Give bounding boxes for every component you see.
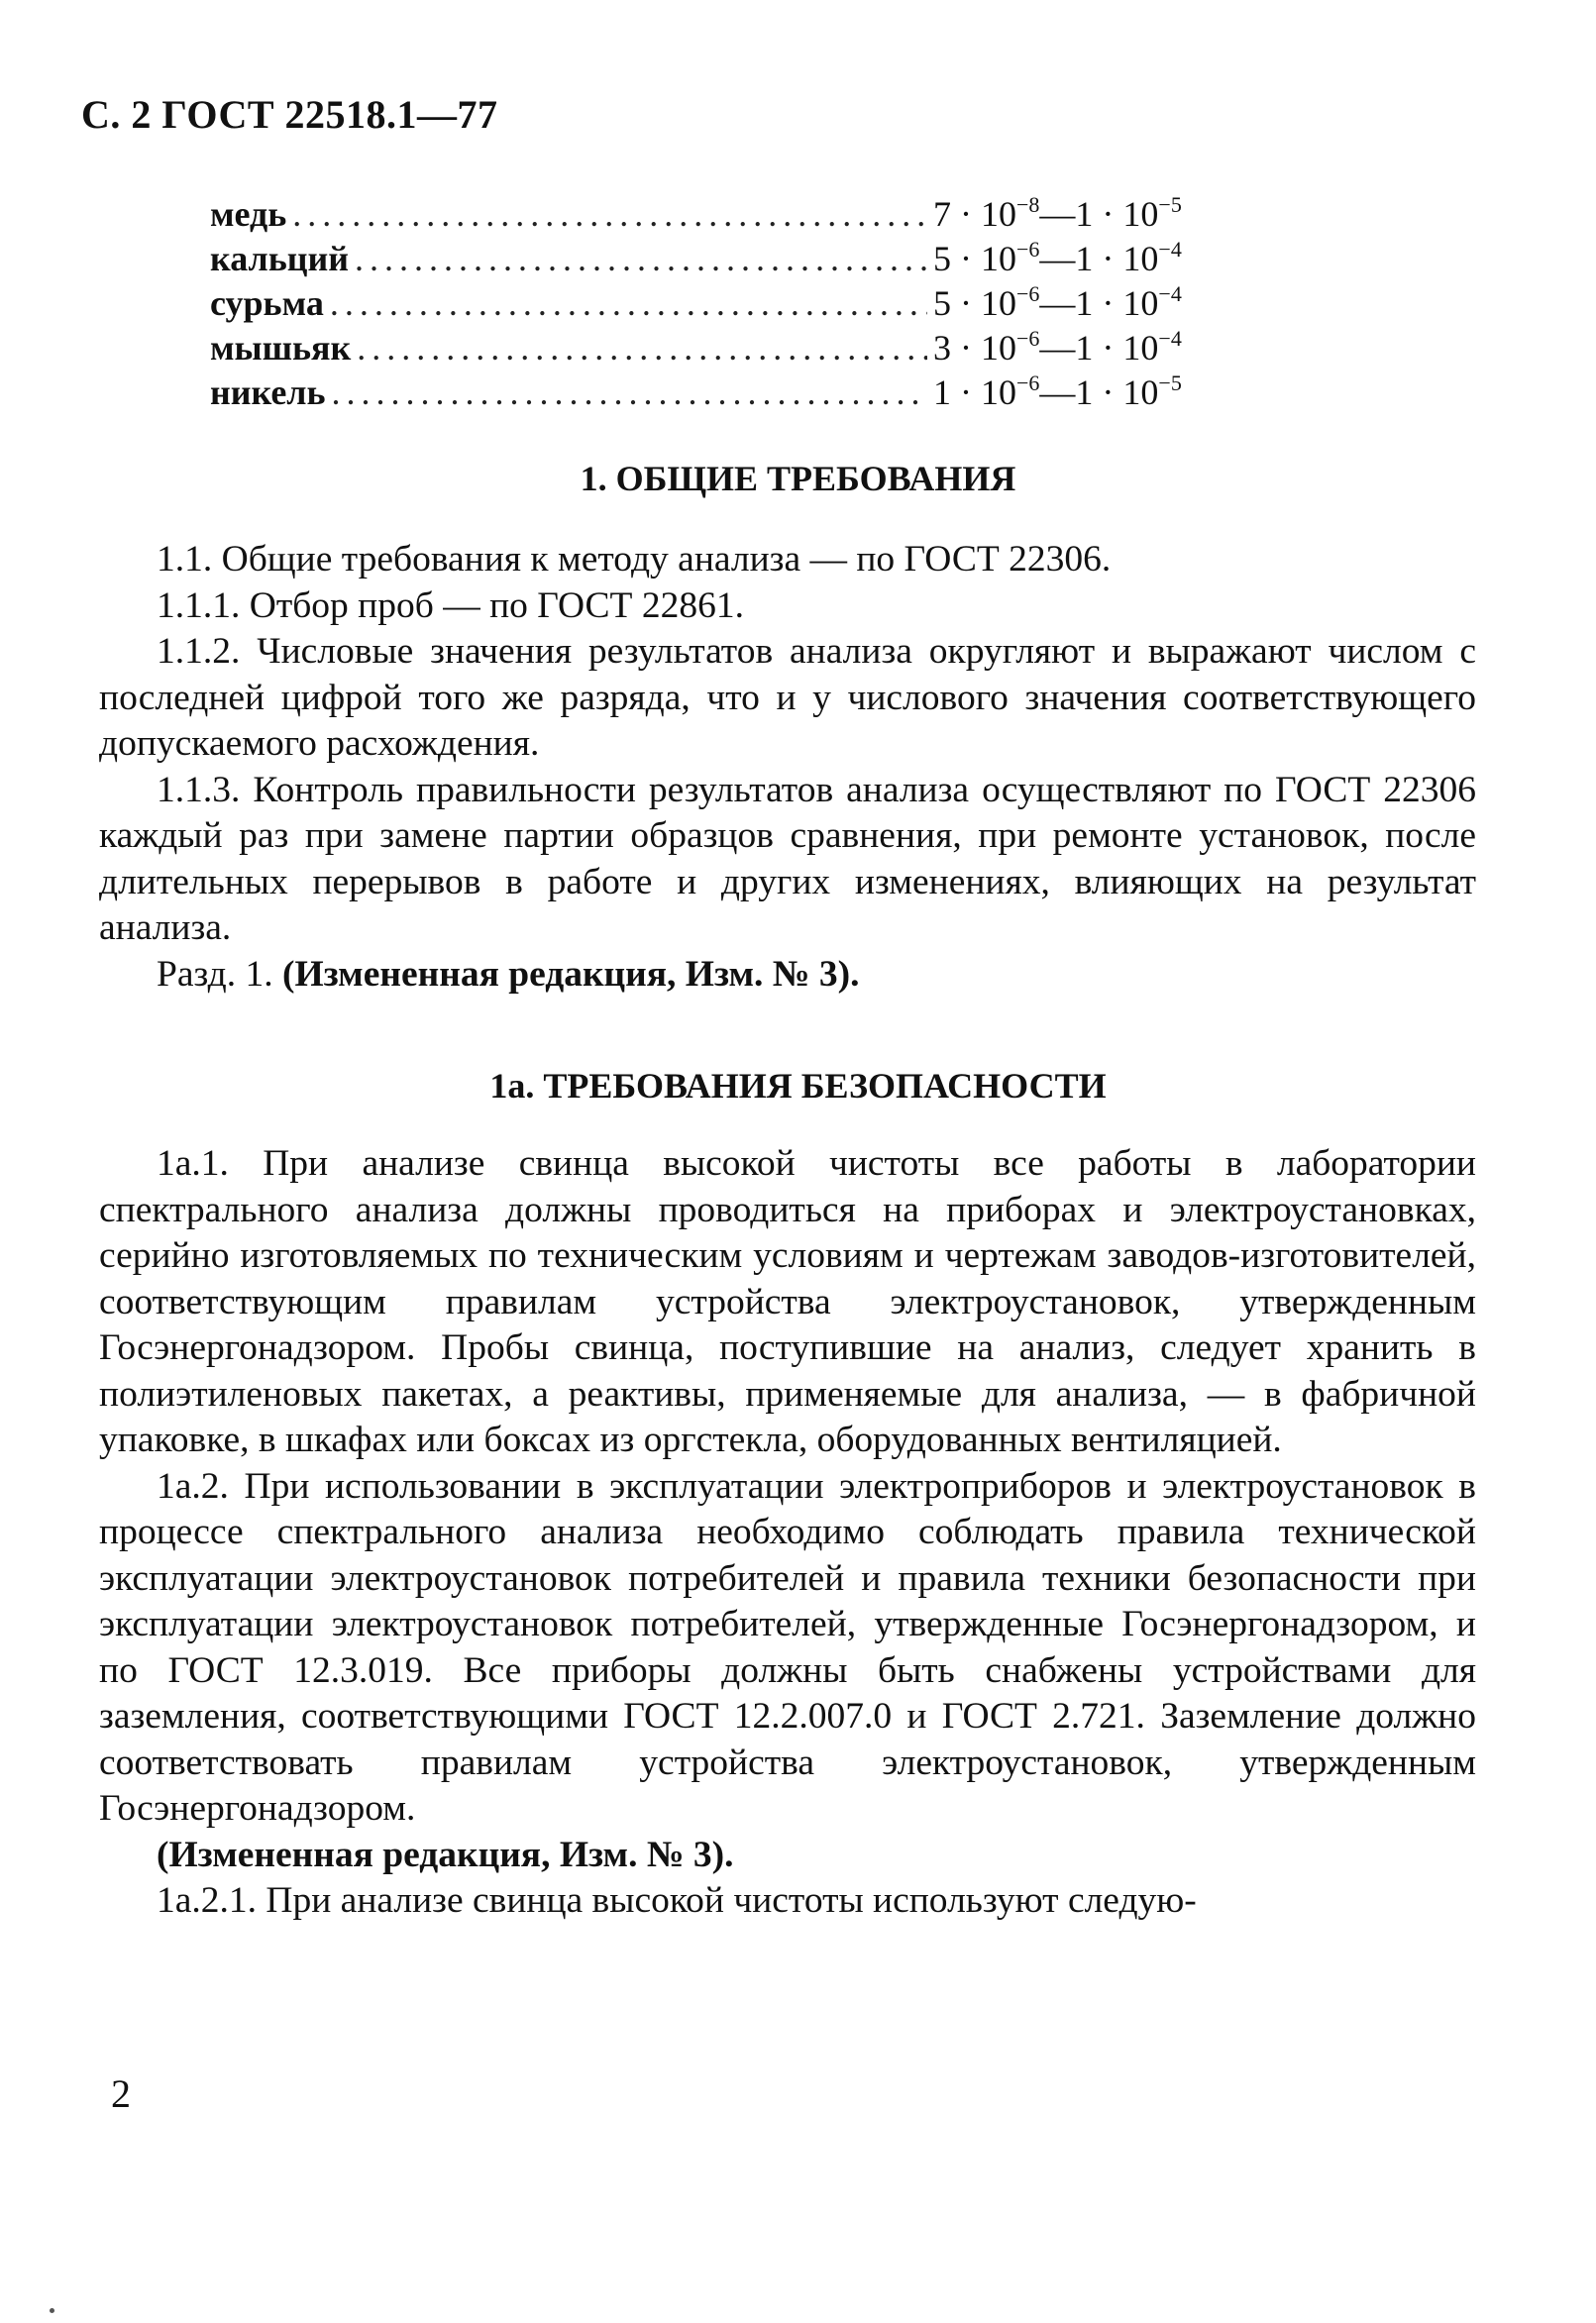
page-number: 2	[111, 2071, 131, 2116]
range-low-base: 7 · 10	[933, 194, 1016, 234]
page-header: С. 2 ГОСТ 22518.1—77	[81, 92, 498, 137]
paragraph-1a-2: 1а.2. При использовании в эксплуатации электроприборов и электроустановок в процессе спектрального анализа необходимо соблюдать правила технической эксплуатации электроустановок потребителей и правила техники безопасности при эксплуатации электроустановок потребителей, утвержденные Госэнергонадзором, и по ГОСТ 12.3.019. Все приборы должны быть снабжены устройствами для заземления, соответствующими ГОСТ 12.2.007.0 и ГОСТ 2.721. Заземление должно соответствовать правилам устройства электроустановок, утвержденным Госэнергонадзором.	[99, 1465, 1476, 1829]
element-range	[933, 238, 1230, 279]
element-row	[210, 238, 1230, 282]
range-high-base: —1 · 10	[1039, 372, 1159, 412]
change-note-prefix: Разд. 1.	[157, 953, 282, 995]
range-low-base: 1 · 10	[933, 372, 1016, 412]
element-name: сурьма	[210, 283, 324, 323]
element-range	[933, 282, 1230, 324]
range-high-exponent: −4	[1158, 281, 1182, 306]
paragraph-1a-2-change-note: (Измененная редакция, Изм. № 3).	[157, 1834, 734, 1875]
range-low-exponent: −6	[1016, 370, 1040, 395]
element-row	[210, 327, 1230, 371]
dot-leader	[292, 193, 927, 235]
element-name: никель	[210, 372, 326, 412]
paragraph-1a-1: 1а.1. При анализе свинца высокой чистоты все работы в лаборатории спектрального анализа должны проводиться на приборах и электроустановках, серийно изготовляемых по техническим условиям и чертежам заводов-изготовителей, соответствующим правилам устройства электроустановок, утвержденным Госэнергонадзором. Пробы свинца, поступившие на анализ, следует хранить в полиэтиленовых пакетах, а реактивы, применяемые для анализа, — в фабричной упаковке, в шкафах или боксах из оргстекла, оборудованных вентиляцией.	[99, 1143, 1476, 1460]
range-low-base: 5 · 10	[933, 239, 1016, 278]
element-row	[210, 371, 1230, 416]
range-high-exponent: −4	[1158, 326, 1182, 351]
element-row	[210, 193, 1230, 238]
element-name: кальций	[210, 239, 349, 278]
paragraph-section-1-change-note	[99, 952, 1476, 999]
dot-leader	[330, 282, 927, 324]
range-high-exponent: −4	[1158, 237, 1182, 262]
dot-leader	[357, 327, 927, 369]
range-high-exponent: −5	[1158, 192, 1182, 217]
dot-leader	[355, 238, 927, 279]
section-1a-body	[99, 1141, 1476, 1925]
range-high-exponent: −5	[1158, 370, 1182, 395]
element-range	[933, 193, 1230, 235]
range-low-exponent: −8	[1016, 192, 1040, 217]
paragraph-1-1-2: 1.1.2. Числовые значения результатов анализа округляют и выражают числом с последней цифрой того же разряда, что и у числового значения соответствующего допускаемого расхождения.	[99, 631, 1476, 764]
range-low-base: 3 · 10	[933, 328, 1016, 368]
paragraph-1-1-3: 1.1.3. Контроль правильности результатов анализа осуществляют по ГОСТ 22306 каждый раз при замене партии образцов сравнения, при ремонте установок, после длительных перерывов в работе и других изменениях, влияющих на результат анализа.	[99, 769, 1476, 948]
element-range	[933, 327, 1230, 369]
dot-leader	[332, 371, 927, 413]
range-low-exponent: −6	[1016, 326, 1040, 351]
scan-speck	[50, 2308, 54, 2313]
change-note-bold: (Измененная редакция, Изм. № 3).	[281, 953, 860, 995]
element-row	[210, 282, 1230, 327]
element-name: медь	[210, 194, 287, 234]
element-name: мышьяк	[210, 328, 352, 368]
section-1a-title: 1а. ТРЕБОВАНИЯ БЕЗОПАСНОСТИ	[489, 1066, 1107, 1106]
range-low-base: 5 · 10	[933, 283, 1016, 323]
paragraph-1-1: 1.1. Общие требования к методу анализа — по ГОСТ 22306.	[157, 539, 1112, 580]
section-1-body	[99, 537, 1476, 998]
range-low-exponent: −6	[1016, 237, 1040, 262]
element-range-list	[210, 193, 1230, 416]
paragraph-1-1-1: 1.1.1. Отбор проб — по ГОСТ 22861.	[157, 584, 744, 626]
section-1-title: 1. ОБЩИЕ ТРЕБОВАНИЯ	[580, 459, 1016, 498]
range-high-base: —1 · 10	[1039, 283, 1159, 323]
range-high-base: —1 · 10	[1039, 328, 1159, 368]
paragraph-1a-2-1: 1а.2.1. При анализе свинца высокой чистоты используют следую-	[157, 1880, 1197, 1921]
range-high-base: —1 · 10	[1039, 239, 1159, 278]
range-low-exponent: −6	[1016, 281, 1040, 306]
range-high-base: —1 · 10	[1039, 194, 1159, 234]
element-range	[933, 371, 1230, 413]
